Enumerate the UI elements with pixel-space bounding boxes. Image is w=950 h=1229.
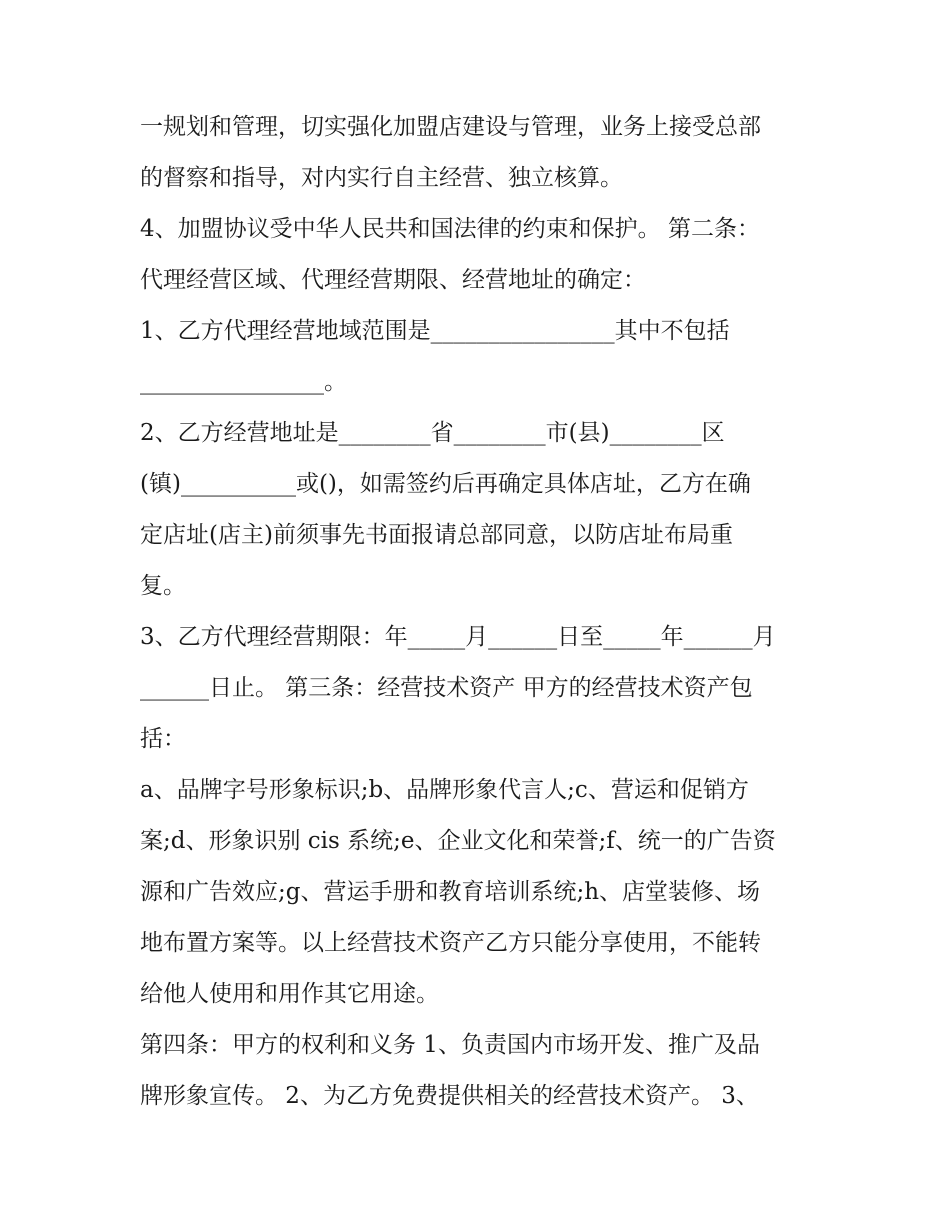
text-line: ______日止。 第三条：经营技术资产 甲方的经营技术资产包	[140, 675, 753, 701]
text-line: 一规划和管理，切实强化加盟店建设与管理，业务上接受总部	[140, 114, 761, 140]
text-line: 括：	[140, 726, 186, 752]
text-line: ________________。	[140, 369, 347, 395]
text-line: 地布置方案等。以上经营技术资产乙方只能分享使用，不能转	[140, 930, 761, 956]
text-line: 源和广告效应;g、营运手册和教育培训系统;h、店堂装修、场	[140, 879, 761, 905]
text-line: 的督察和指导，对内实行自主经营、独立核算。	[140, 165, 623, 191]
text-line: a、品牌字号形象标识;b、品牌形象代言人;c、营运和促销方	[140, 777, 749, 803]
text-line: (镇)__________或()，如需签约后再确定具体店址，乙方在确	[140, 471, 751, 497]
text-line: 2、乙方经营地址是________省________市(县)________区	[140, 420, 725, 446]
document-body	[140, 102, 820, 1122]
text-line: 第四条：甲方的权利和义务 1、负责国内市场开发、推广及品	[140, 1032, 760, 1058]
text-line: 牌形象宣传。 2、为乙方免费提供相关的经营技术资产。 3、	[140, 1083, 759, 1109]
text-line: 案;d、形象识别 cis 系统;e、企业文化和荣誉;f、统一的广告资	[140, 828, 776, 854]
text-line: 1、乙方代理经营地域范围是________________其中不包括	[140, 318, 730, 344]
text-line: 复。	[140, 573, 186, 599]
text-line: 代理经营区域、代理经营期限、经营地址的确定：	[140, 267, 646, 293]
text-line: 给他人使用和用作其它用途。	[140, 981, 439, 1007]
text-line: 4、加盟协议受中华人民共和国法律的约束和保护。 第二条：	[140, 216, 760, 242]
text-line: 3、乙方代理经营期限：年_____月______日至_____年______月	[140, 624, 776, 650]
text-line: 定店址(店主)前须事先书面报请总部同意，以防店址布局重	[140, 522, 733, 548]
